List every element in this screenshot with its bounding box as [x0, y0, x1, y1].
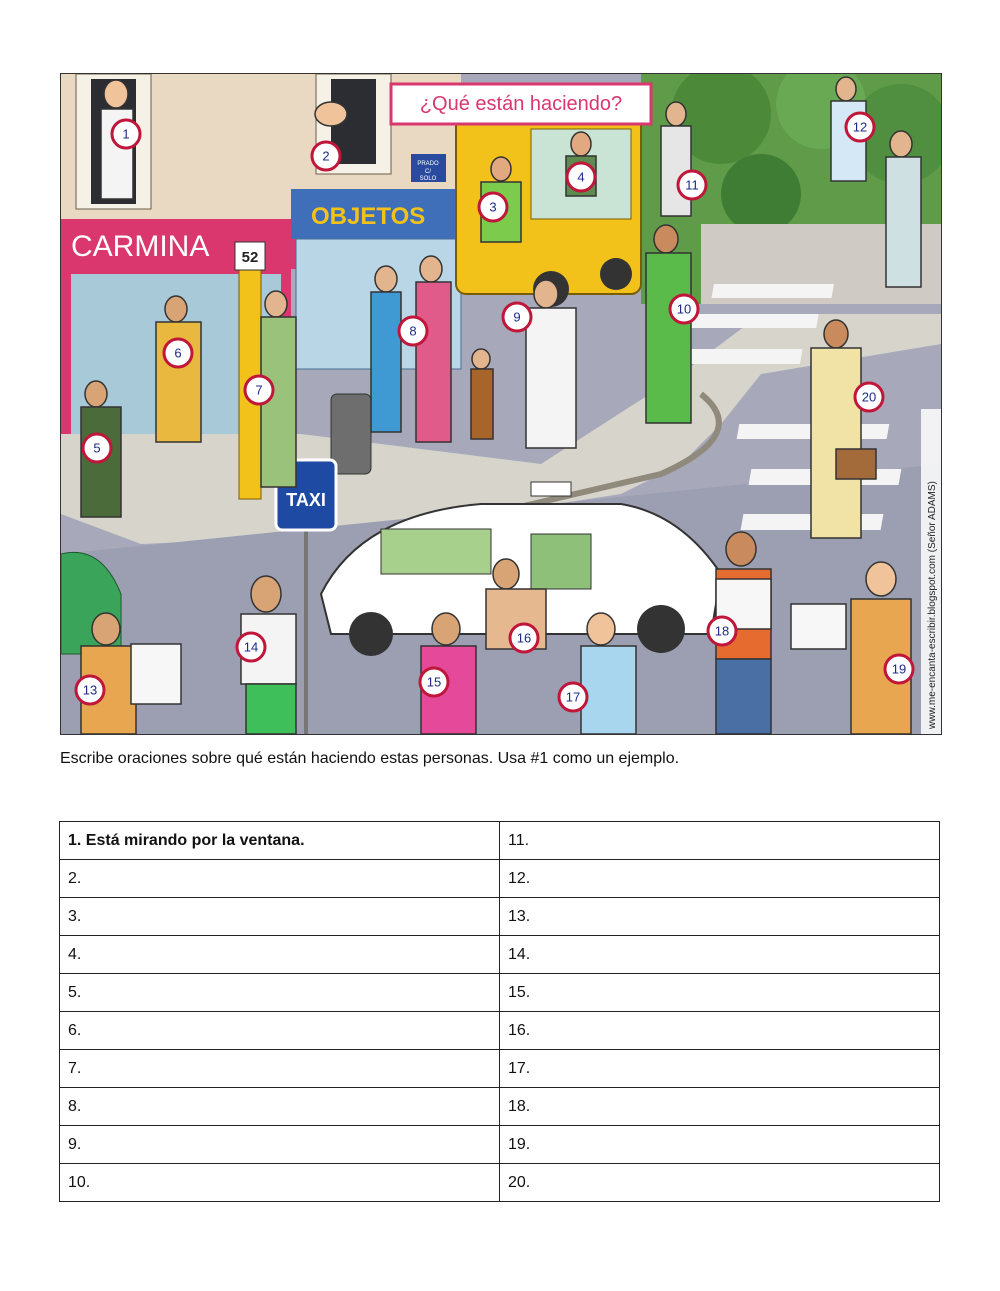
marker-10: [670, 295, 698, 323]
svg-text:7: 7: [255, 382, 263, 398]
marker-20: [855, 383, 883, 411]
answer-cell-14[interactable]: 14.: [500, 936, 940, 974]
table-row: [60, 974, 940, 1012]
bus-stop-pole: [239, 244, 261, 499]
svg-text:20: 20: [861, 389, 877, 405]
table-row: [60, 1088, 940, 1126]
svg-text:PRADO: PRADO: [417, 161, 439, 167]
street-scene-illustration: [60, 73, 942, 735]
table-row: [60, 860, 940, 898]
trash-bin: [331, 394, 371, 474]
table-row: [60, 1164, 940, 1202]
marker-1: [112, 120, 140, 148]
answer-cell-2[interactable]: 2.: [60, 860, 500, 898]
svg-text:11: 11: [685, 177, 699, 193]
svg-text:8: 8: [409, 323, 417, 339]
marker-4: [567, 163, 595, 191]
marker-11: [678, 171, 706, 199]
answer-cell-15[interactable]: 15.: [500, 974, 940, 1012]
svg-text:12: 12: [852, 119, 868, 135]
marker-18: [708, 617, 736, 645]
marker-13: [76, 676, 104, 704]
carmina-sign: CARMINA: [71, 230, 210, 263]
marker-12: [846, 113, 874, 141]
svg-text:19: 19: [891, 661, 907, 677]
answer-cell-4[interactable]: 4.: [60, 936, 500, 974]
marker-5: [83, 434, 111, 462]
objetos-sign: OBJETOS: [311, 203, 426, 230]
marker-14: [237, 633, 265, 661]
svg-text:16: 16: [516, 630, 532, 646]
marker-7: [245, 376, 273, 404]
answer-cell-13[interactable]: 13.: [500, 898, 940, 936]
svg-text:17: 17: [565, 689, 581, 705]
bus-stop-number: 52: [241, 249, 259, 266]
answer-cell-9[interactable]: 9.: [60, 1126, 500, 1164]
svg-text:13: 13: [82, 682, 98, 698]
answer-cell-18[interactable]: 18.: [500, 1088, 940, 1126]
marker-9: [503, 303, 531, 331]
table-row: [60, 1050, 940, 1088]
answer-cell-12[interactable]: 12.: [500, 860, 940, 898]
svg-text:10: 10: [676, 301, 692, 317]
marker-3: [479, 193, 507, 221]
marker-2: [312, 142, 340, 170]
svg-text:TAXI: TAXI: [286, 490, 326, 510]
answer-cell-8[interactable]: 8.: [60, 1088, 500, 1126]
answer-cell-1: 1. Está mirando por la ventana.: [60, 822, 500, 860]
answer-cell-17[interactable]: 17.: [500, 1050, 940, 1088]
marker-6: [164, 339, 192, 367]
answer-cell-3[interactable]: 3.: [60, 898, 500, 936]
svg-text:1: 1: [122, 126, 130, 142]
svg-text:3: 3: [489, 199, 497, 215]
svg-text:9: 9: [513, 309, 521, 325]
answer-cell-10[interactable]: 10.: [60, 1164, 500, 1202]
svg-text:SOLO: SOLO: [419, 176, 437, 182]
answer-cell-7[interactable]: 7.: [60, 1050, 500, 1088]
answer-cell-11[interactable]: 11.: [500, 822, 940, 860]
svg-text:6: 6: [174, 345, 182, 361]
svg-text:2: 2: [322, 148, 330, 164]
svg-text:18: 18: [714, 623, 730, 639]
svg-text:14: 14: [243, 639, 259, 655]
credit-text: www.me-encanta-escribir.blogspot.com (Señor ADAMS): [927, 481, 938, 729]
marker-16: [510, 624, 538, 652]
marker-8: [399, 317, 427, 345]
answer-cell-19[interactable]: 19.: [500, 1126, 940, 1164]
table-row: [60, 822, 940, 860]
table-row: [60, 936, 940, 974]
table-row: [60, 1126, 940, 1164]
instructions-text: Escribe oraciones sobre qué están haciendo estas personas. Usa #1 como un ejemplo.: [60, 750, 680, 767]
answer-cell-20[interactable]: 20.: [500, 1164, 940, 1202]
svg-text:4: 4: [577, 169, 585, 185]
svg-text:15: 15: [426, 674, 442, 690]
marker-17: [559, 683, 587, 711]
scene-title: ¿Qué están haciendo?: [419, 93, 623, 115]
answer-cell-5[interactable]: 5.: [60, 974, 500, 1012]
table-row: [60, 1012, 940, 1050]
marker-19: [885, 655, 913, 683]
answer-cell-16[interactable]: 16.: [500, 1012, 940, 1050]
answer-cell-6[interactable]: 6.: [60, 1012, 500, 1050]
marker-15: [420, 668, 448, 696]
answer-table: [59, 821, 940, 1202]
svg-text:5: 5: [93, 440, 101, 456]
table-row: [60, 898, 940, 936]
svg-text:C/: C/: [425, 169, 431, 175]
